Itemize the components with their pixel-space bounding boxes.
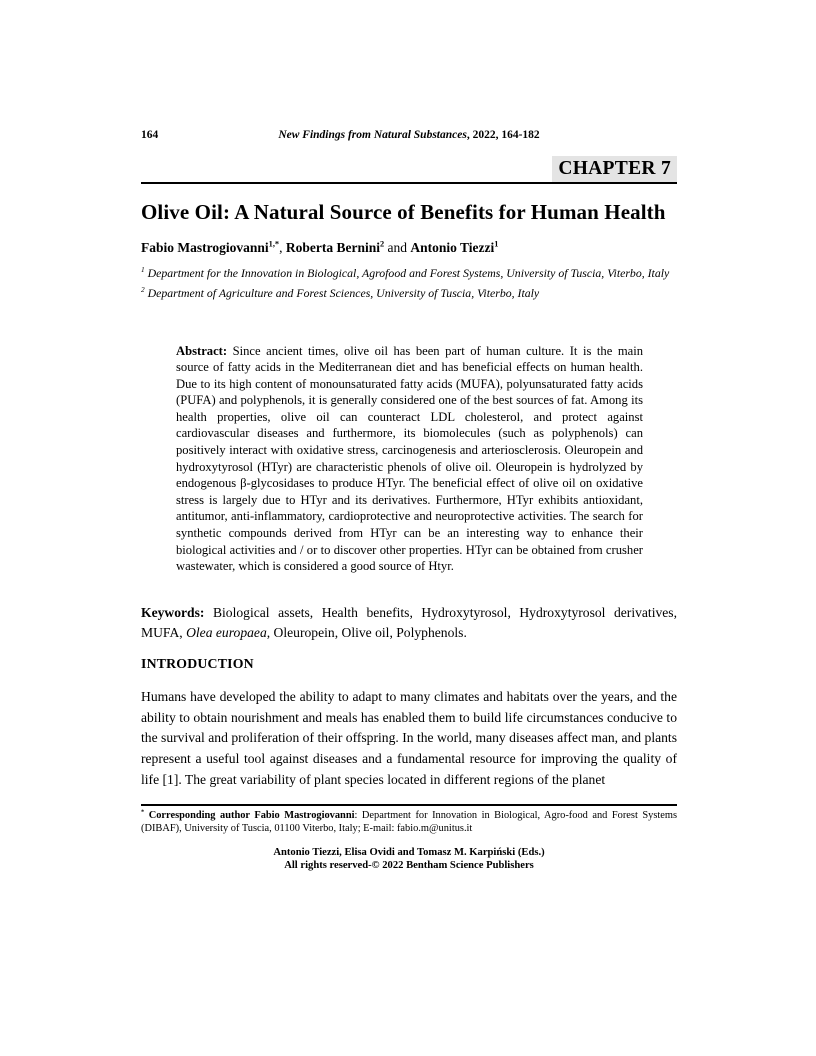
author-separator: , — [279, 239, 286, 255]
affiliation-2-text: Department of Agriculture and Forest Sciences, University of Tuscia, Viterbo, Italy — [144, 286, 540, 300]
running-title-pages: , 2022, 164-182 — [466, 129, 540, 141]
chapter-header-rule — [141, 156, 677, 184]
affiliation-2 — [141, 285, 677, 302]
affiliation-1 — [141, 265, 677, 282]
section-heading-introduction: INTRODUCTION — [141, 655, 254, 671]
editors-line: Antonio Tiezzi, Elisa Ovidi and Tomasz M. Karpiński (Eds.) — [273, 846, 545, 858]
abstract-label: Abstract: — [176, 343, 228, 358]
running-title-book: New Findings from Natural Substances — [278, 129, 467, 141]
abstract-text: Since ancient times, olive oil has been part of human culture. It is the main source of fatty acids in the Mediterranean diet and has beneficial effects on human health. Due to its high content of monounsaturated fatty acids (MUFA), polyunsaturated fatty acids (PUFA) and polyphenols, it is generally considered one of the best sources of fat. Among its health properties, olive oil can counteract LDL cholesterol, and protect against cardiovascular diseases and furthermore, its biomolecules (such as polyphenols) can positively interact with oxidative stress, carcinogenesis and arteriosclerosis. Oleuropein and hydroxytyrosol (HTyr) are characteristic phenols of olive oil. Oleuropein is hydrolyzed by endogenous β-glycosidases to produce HTyr. The beneficial effect of olive oil on oxidative stress is largely due to HTyr and its derivatives. Furthermore, HTyr exhibits antioxidant, antitumor, anti-inflammatory, cardioprotective and neuroprotective activities. The search for synthetic compounds derived from HTyr can be an interesting way to enhance their biological activities and / or to discover other properties. HTyr can be obtained from crusher wastewater, which is considered a good source of Htyr. — [176, 343, 643, 574]
publisher-footer — [141, 846, 677, 873]
keywords-block — [141, 603, 677, 643]
author-1: Fabio Mastrogiovanni — [141, 239, 269, 255]
author-line — [141, 240, 677, 256]
affiliation-2-mark: 2 — [141, 285, 145, 295]
abstract-block — [176, 343, 643, 575]
page-content — [141, 0, 677, 873]
author-2-affiliation-mark: 2 — [379, 239, 385, 248]
footnote-marker: * — [141, 808, 145, 816]
page-number: 164 — [141, 129, 159, 141]
chapter-title: Olive Oil: A Natural Source of Benefits for Human Health — [141, 200, 666, 224]
copyright-line: All rights reserved-© 2022 Bentham Science Publishers — [284, 860, 534, 872]
keywords-text-2: , Oleuropein, Olive oil, Polyphenols. — [266, 624, 467, 640]
footnote-rest-text: : Department for Innovation in Biological, Agro-food and Forest Systems (DIBAF), University of Tuscia, 01100 Viterbo, Italy; E-mail: fabio.m@unitus.it — [141, 809, 677, 835]
running-title — [141, 129, 677, 141]
author-3: Antonio Tiezzi — [410, 239, 495, 255]
author-conjunction: and — [384, 239, 411, 255]
introduction-paragraph: Humans have developed the ability to adapt to many climates and habitats over the years, and the ability to obtain nourishment and meals has enabled them to build life circumstances conducive to the survival and proliferation of their offspring. In the world, many diseases affect man, and plants represent a useful tool against diseases and a fundamental resource for improving the quality of life [1]. The great variability of plant species located in different regions of the planet — [141, 688, 677, 787]
footnote-bold-text: Corresponding author Fabio Mastrogiovanni — [144, 809, 355, 821]
author-3-affiliation-mark: 1 — [494, 239, 499, 248]
keywords-text-1: Biological assets, Health benefits, Hydroxytyrosol, Hydroxytyrosol derivatives, MUFA, — [141, 604, 677, 640]
keywords-species-name: Olea europaea — [186, 624, 267, 640]
corresponding-author-footnote — [141, 804, 677, 836]
affiliation-1-text: Department for the Innovation in Biological, Agrofood and Forest Systems, University of Tuscia, Viterbo, Italy — [144, 265, 670, 280]
affiliation-1-mark: 1 — [141, 264, 145, 274]
keywords-label: Keywords: — [141, 604, 205, 620]
author-1-affiliation-mark: 1,* — [268, 239, 280, 248]
running-head — [141, 129, 677, 145]
chapter-badge: CHAPTER 7 — [552, 156, 677, 182]
affiliations — [141, 265, 677, 302]
author-2: Roberta Bernini — [285, 239, 380, 255]
